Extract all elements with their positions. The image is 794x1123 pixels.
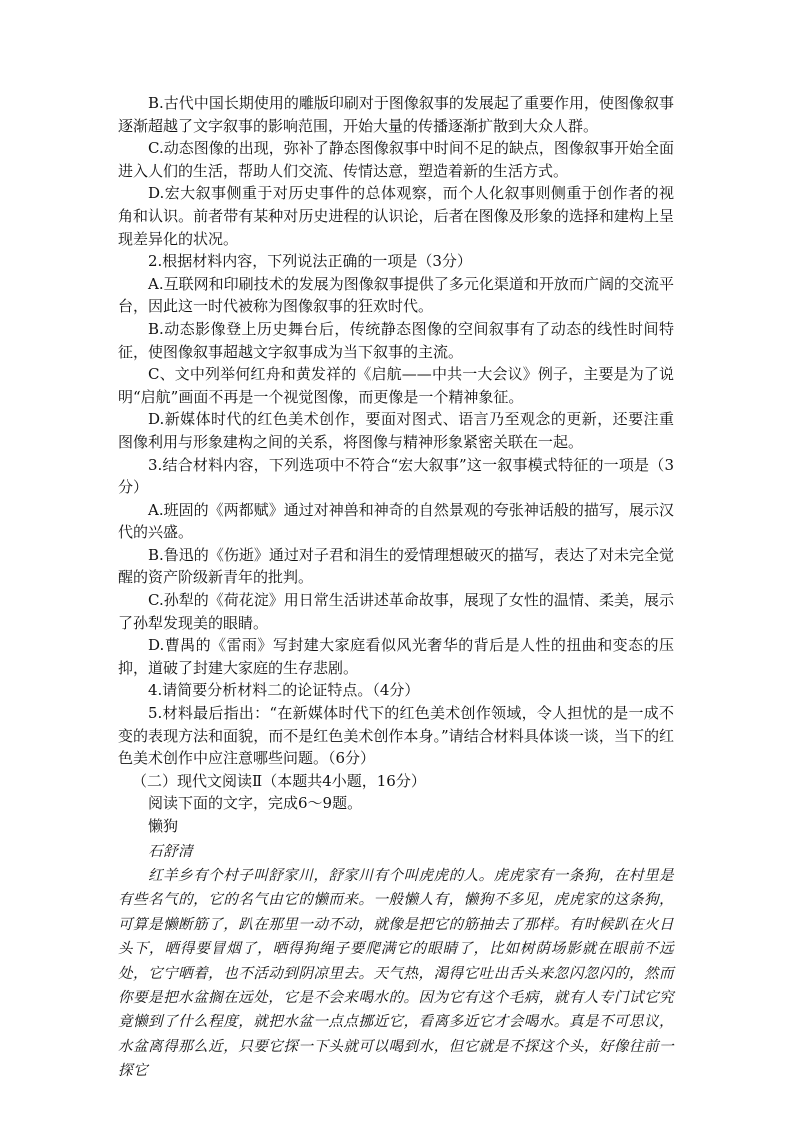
question-4: 4.请简要分析材料二的论证特点。（4分） [148, 681, 420, 700]
option-b-q2: B.动态影像登上历史舞台后，传统静态图像的空间叙事有了动态的线性时间特征，使图像叙事超越文字叙事成为当下叙事的主流。 [118, 319, 674, 361]
question-2: 2.根据材料内容，下列说法正确的一项是（3分） [148, 252, 472, 271]
option-d-q3: D.曹禺的《雷雨》写封建大家庭看似风光奢华的背后是人性的扭曲和变态的压抑，道破了封建大家庭的生存悲剧。 [118, 636, 674, 677]
section-heading: （二）现代文阅读Ⅱ（本题共4小题，16分） [132, 771, 426, 790]
reading-instruction: 阅读下面的文字，完成6～9题。 [148, 794, 363, 813]
story-title: 懒狗 [148, 817, 179, 835]
option-a-q3: A.班固的《两都赋》通过对神兽和神奇的自然景观的夸张神话般的描写，展示汉代的兴盛。 [118, 500, 674, 542]
story-paragraph: 红羊乡有个村子叫舒家川，舒家川有个叫虎虎的人。虎虎家有一条狗，在村里是有些名气的，它的名气由它的懒而来。一般懒人有，懒狗不多见，虎虎家的这条狗，可算是懒断筋了，趴在那里一动不动，就像是把它的筋抽去了那样。有时候趴在火日头下，晒得要冒烟了，晒得狗绳子要爬满它的眼睛了，比如树荫场影就在眼前不远处，它宁晒着，也不活动到阴凉里去。天气热，渴得它吐出舌头来忽闪忽闪的，然而你要是把水盆搁在远处，它是不会来喝水的。因为它有这个毛病，就有人专门试它究竟懒到了什么程度，就把水盆一点点挪近它，看离多近它才会喝水。真是不可思议，水盆离得那么近，只要它探一下头就可以喝到水，但它就是不探这个头，好像往前一探它 [118, 867, 674, 1080]
story-author: 石舒清 [148, 842, 193, 860]
story-block [118, 840, 674, 1084]
option-c-q2: C、文中列举何红舟和黄发祥的《启航——中共一大会议》例子，主要是为了说明“启航”画面不再是一个视觉图像，而更像是一个精神象征。 [118, 365, 674, 406]
question-5: 5.材料最后指出：“在新媒体时代下的红色美术创作领域，令人担忧的是一成不变的表现方法和面貌，而不是红色美术创作本身。”请结合材料具体谈一谈，当下的红色美术创作中应注意哪些问题。（6分） [118, 704, 674, 768]
document-body [118, 92, 674, 1084]
option-d-q1: D.宏大叙事侧重于对历史事件的总体观察，而个人化叙事则侧重于创作者的视角和认识。前者带有某种对历史进程的认识论，后者在图像及形象的选择和建构上呈现差异化的状况。 [118, 184, 674, 248]
option-c-q1: C.动态图像的出现，弥补了静态图像叙事中时间不足的缺点，图像叙事开始全面进入人们的生活，帮助人们交流、传情达意，塑造着新的生活方式。 [118, 139, 674, 180]
option-c-q3: C.孙犁的《荷花淀》用日常生活讲述革命故事，展现了女性的温情、柔美，展示了孙犁发现美的眼睛。 [118, 591, 674, 632]
option-b-q3: B.鲁迅的《伤逝》通过对子君和涓生的爱情理想破灭的描写，表达了对未完全觉醒的资产阶级新青年的批判。 [118, 545, 674, 587]
option-b-q1: B.古代中国长期使用的雕版印刷对于图像叙事的发展起了重要作用，使图像叙事逐渐超越了文字叙事的影响范围，开始大量的传播逐渐扩散到大众人群。 [118, 94, 674, 135]
question-3: 3.结合材料内容，下列选项中不符合“宏大叙事”这一叙事模式特征的一项是（3分） [118, 455, 674, 497]
option-d-q2: D.新媒体时代的红色美术创作，要面对图式、语言乃至观念的更新，还要注重图像利用与形象建构之间的关系，将图像与精神形象紧密关联在一起。 [118, 410, 674, 451]
option-a-q2: A.互联网和印刷技术的发展为图像叙事提供了多元化渠道和开放而广阔的交流平台，因此这一时代被称为图像叙事的狂欢时代。 [118, 274, 674, 316]
